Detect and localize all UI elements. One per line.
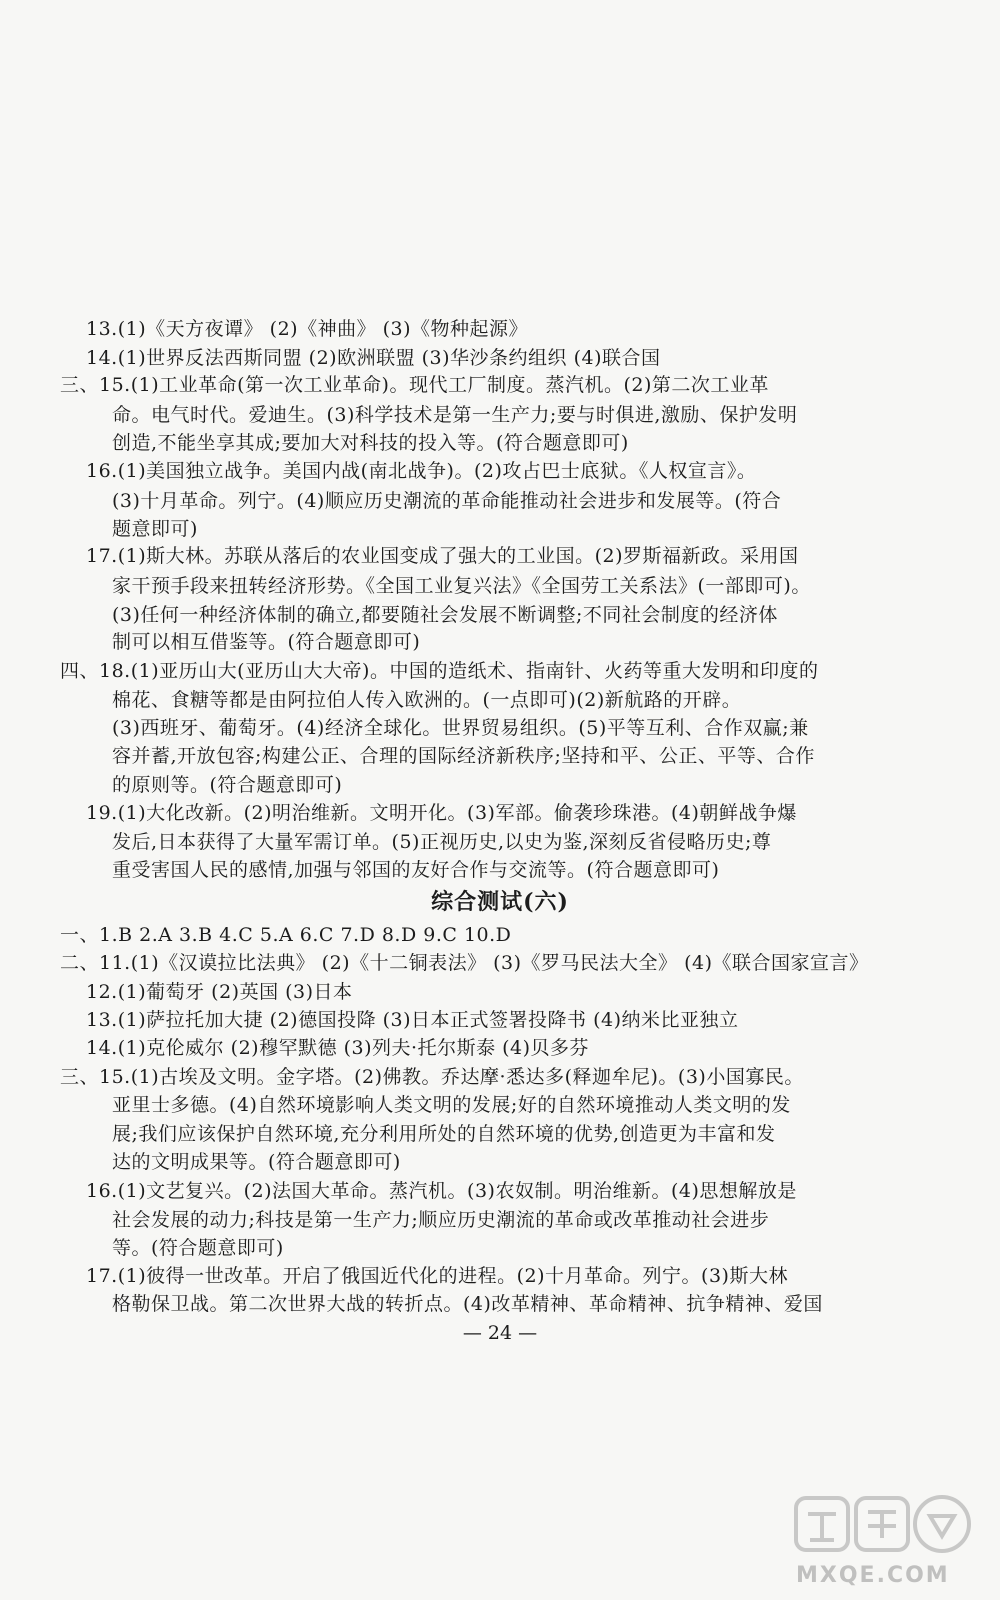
answer-line: 等。(符合题意即可): [112, 1237, 284, 1259]
answer-line: (3)任何一种经济体制的确立,都要随社会发展不断调整;不同社会制度的经济体: [112, 604, 778, 626]
answer-line: 13.(1)萨拉托加大捷 (2)德国投降 (3)日本正式签署投降书 (4)纳米比亚独立: [86, 1009, 739, 1031]
answer-line: 四、18.(1)亚历山大(亚历山大大帝)。中国的造纸术、指南针、火药等重大发明和印度的: [60, 660, 819, 682]
answer-line: 家干预手段来扭转经济形势。《全国工业复兴法》《全国劳工关系法》(一部即可)。: [112, 575, 811, 597]
answer-line: 创造,不能坐享其成;要加大对科技的投入等。(符合题意即可): [112, 432, 629, 454]
answer-line: 19.(1)大化改新。(2)明治维新。文明开化。(3)军部。偷袭珍珠港。(4)朝鲜战争爆: [86, 802, 797, 824]
answer-line: 制可以相互借鉴等。(符合题意即可): [112, 631, 421, 653]
answer-line: 三、15.(1)工业革命(第一次工业革命)。现代工厂制度。蒸汽机。(2)第二次工业革: [60, 374, 769, 396]
answer-line: 二、11.(1)《汉谟拉比法典》 (2)《十二铜表法》 (3)《罗马民法大全》 (4)《联合国家宣言》: [60, 952, 869, 974]
answer-line: 13.(1)《天方夜谭》 (2)《神曲》 (3)《物种起源》: [86, 318, 529, 340]
watermark-logo: [778, 1492, 988, 1592]
answer-line: 容并蓄,开放包容;构建公正、合理的国际经济新秩序;坚持和平、公正、平等、合作: [112, 745, 815, 767]
answer-line: 达的文明成果等。(符合题意即可): [112, 1151, 401, 1173]
answer-line: (3)西班牙、葡萄牙。(4)经济全球化。世界贸易组织。(5)平等互利、合作双赢;兼: [112, 717, 809, 739]
answer-line: 棉花、食糖等都是由阿拉伯人传入欧洲的。(一点即可)(2)新航路的开辟。: [112, 689, 742, 711]
answer-line: 展;我们应该保护自然环境,充分利用所处的自然环境的优势,创造更为丰富和发: [112, 1123, 776, 1145]
answer-line: 16.(1)美国独立战争。美国内战(南北战争)。(2)攻占巴士底狱。《人权宣言》。: [86, 460, 757, 482]
answer-line: 社会发展的动力;科技是第一生产力;顺应历史潮流的革命或改革推动社会进步: [112, 1209, 770, 1231]
page-number: — 24 —: [462, 1322, 538, 1344]
answer-line: 发后,日本获得了大量军需订单。(5)正视历史,以史为鉴,深刻反省侵略历史;尊: [112, 831, 772, 853]
answer-line: 14.(1)克伦威尔 (2)穆罕默德 (3)列夫·托尔斯泰 (4)贝多芬: [86, 1037, 590, 1059]
answer-line: 三、15.(1)古埃及文明。金字塔。(2)佛教。乔达摩·悉达多(释迦牟尼)。(3)小国寡民。: [60, 1066, 804, 1088]
answer-line: 的原则等。(符合题意即可): [112, 774, 343, 796]
answer-line: 重受害国人民的感情,加强与邻国的友好合作与交流等。(符合题意即可): [112, 859, 720, 881]
answer-line: 命。电气时代。爱迪生。(3)科学技术是第一生产力;要与时俱进,激励、保护发明: [112, 404, 798, 426]
answer-line: 14.(1)世界反法西斯同盟 (2)欧洲联盟 (3)华沙条约组织 (4)联合国: [86, 347, 661, 369]
answer-line: 12.(1)葡萄牙 (2)英国 (3)日本: [86, 981, 353, 1003]
section-title: 综合测试(六): [431, 889, 569, 915]
answer-line: 题意即可): [112, 518, 198, 540]
answer-line: (3)十月革命。列宁。(4)顺应历史潮流的革命能推动社会进步和发展等。(符合: [112, 490, 782, 512]
answer-line: 格勒保卫战。第二次世界大战的转折点。(4)改革精神、革命精神、抗争精神、爱国: [112, 1293, 823, 1315]
answer-line: 17.(1)斯大林。苏联从落后的农业国变成了强大的工业国。(2)罗斯福新政。采用国: [86, 545, 799, 567]
answer-line: 16.(1)文艺复兴。(2)法国大革命。蒸汽机。(3)农奴制。明治维新。(4)思想解放是: [86, 1180, 797, 1202]
answer-line: 17.(1)彼得一世改革。开启了俄国近代化的进程。(2)十月革命。列宁。(3)斯大林: [86, 1265, 788, 1287]
watermark-text: MXQE.COM: [796, 1563, 950, 1588]
answer-line: 一、1.B 2.A 3.B 4.C 5.A 6.C 7.D 8.D 9.C 10.D: [60, 924, 512, 946]
answer-line: 亚里士多德。(4)自然环境影响人类文明的发展;好的自然环境推动人类文明的发: [112, 1094, 791, 1116]
